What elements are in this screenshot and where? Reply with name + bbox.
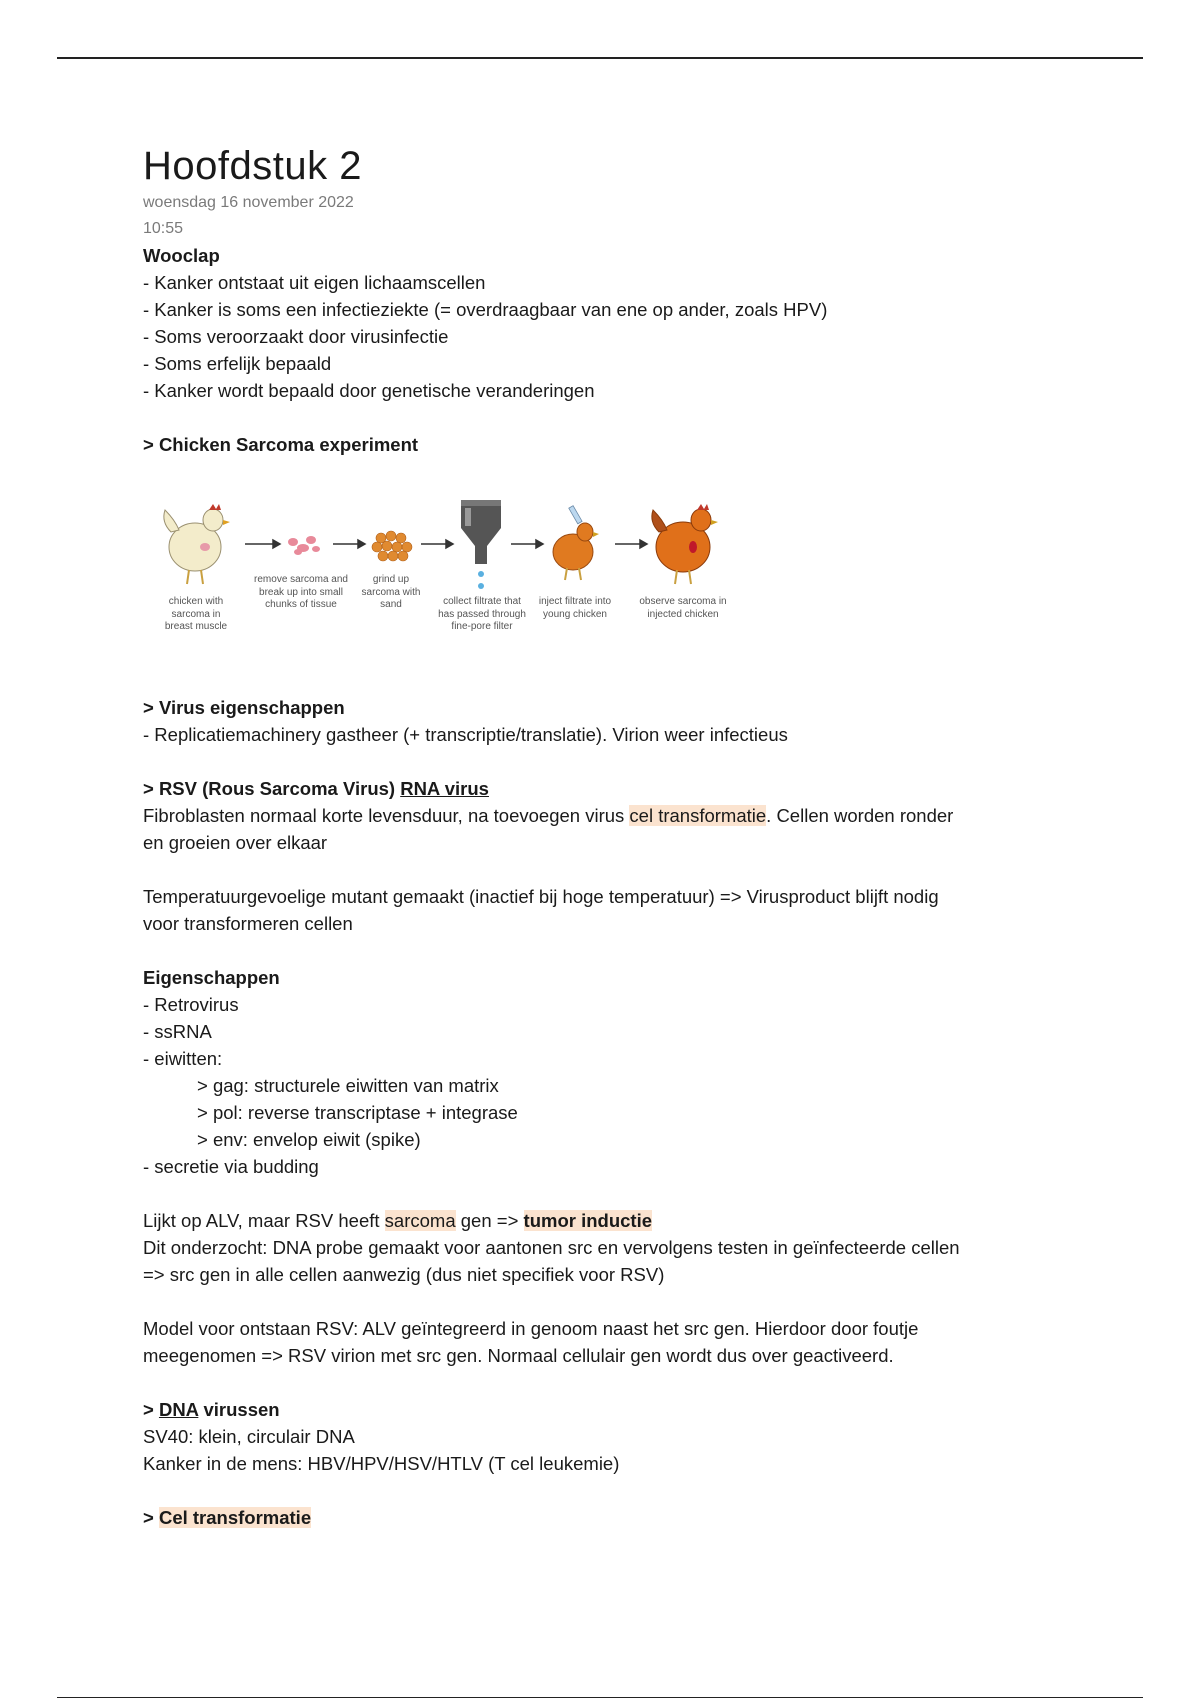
arrow-icon (511, 540, 543, 548)
arrow-icon (245, 540, 280, 548)
highlight-cel-transformatie-heading: Cel transformatie (158, 1507, 312, 1528)
sub-list-item: > gag: structurele eiwitten van matrix (197, 1075, 499, 1096)
note-time: 10:55 (143, 220, 184, 237)
cel-transformatie-heading: > Cel transformatie (143, 1507, 312, 1528)
rsv-paragraph-1-cont: en groeien over elkaar (143, 832, 328, 853)
alv-line-3: => src gen in alle cellen aanwezig (dus niet specifiek voor RSV) (143, 1264, 665, 1285)
step-caption: inject filtrate into young chicken (538, 596, 612, 620)
highlight-sarcoma: sarcoma (384, 1210, 456, 1231)
dna-heading: > DNA virussen (143, 1399, 280, 1420)
bottom-divider (57, 1697, 1143, 1698)
page-title: Hoofdstuk 2 (143, 144, 362, 188)
arrow-icon (333, 540, 365, 548)
list-item: - Retrovirus (143, 994, 239, 1015)
step-caption: collect filtrate that has passed through fine-pore filter (438, 596, 526, 632)
list-item: - secretie via budding (143, 1156, 319, 1177)
ground-sarcoma-icon (372, 531, 412, 561)
step-caption: chicken with sarcoma in breast muscle (164, 596, 228, 632)
arrow-icon (421, 540, 453, 548)
diagram-illustration (153, 492, 753, 602)
note-date: woensdag 16 november 2022 (143, 194, 354, 211)
funnel-filter-icon (461, 500, 501, 589)
step-caption: observe sarcoma in injected chicken (639, 596, 727, 620)
white-chicken-icon (164, 504, 230, 584)
sub-list-item: > env: envelop eiwit (spike) (197, 1129, 421, 1150)
note-page (143, 142, 1063, 1531)
arrow-icon (615, 540, 647, 548)
wooclap-heading: Wooclap (143, 245, 220, 266)
virus-text: - Replicatiemachinery gastheer (+ transcriptie/translatie). Virion weer infectieus (143, 724, 788, 745)
tissue-chunks-icon (288, 536, 320, 555)
sub-list-item: > pol: reverse transcriptase + integrase (197, 1102, 518, 1123)
chicken-sarcoma-heading: > Chicken Sarcoma experiment (143, 434, 419, 455)
rsv-paragraph-2-cont: voor transformeren cellen (143, 913, 353, 934)
list-item: - Soms erfelijk bepaald (143, 353, 332, 374)
step-caption: remove sarcoma and break up into small chunks of tissue (254, 574, 348, 610)
dna-line-1: SV40: klein, circulair DNA (143, 1426, 355, 1447)
list-item: - eiwitten: (143, 1048, 223, 1069)
sarcoma-chicken-icon (652, 504, 718, 584)
list-item: - Kanker is soms een infectieziekte (= overdraagbaar van ene op ander, zoals HPV) (143, 299, 828, 320)
highlight-tumor-inductie: tumor inductie (523, 1210, 653, 1231)
top-divider (57, 57, 1143, 59)
model-line-1: Model voor ontstaan RSV: ALV geïntegreerd in genoom naast het src gen. Hierdoor door foutje (143, 1318, 919, 1339)
list-item: - Kanker wordt bepaald door genetische veranderingen (143, 380, 595, 401)
list-item: - ssRNA (143, 1021, 212, 1042)
properties-heading: Eigenschappen (143, 967, 280, 988)
alv-line-2: Dit onderzocht: DNA probe gemaakt voor aantonen src en vervolgens testen in geïnfecteerde cellen (143, 1237, 960, 1258)
chicken-sarcoma-diagram (153, 492, 753, 672)
rsv-paragraph-1: Fibroblasten normaal korte levensduur, na toevoegen virus cel transformatie. Cellen worden ronder (143, 805, 954, 826)
list-item: - Soms veroorzaakt door virusinfectie (143, 326, 449, 347)
model-line-2: meegenomen => RSV virion met src gen. Normaal cellulair gen wordt dus over geactiveerd. (143, 1345, 894, 1366)
list-item: - Kanker ontstaat uit eigen lichaamscellen (143, 272, 486, 293)
young-chicken-icon (553, 506, 599, 580)
dna-line-2: Kanker in de mens: HBV/HPV/HSV/HTLV (T cel leukemie) (143, 1453, 620, 1474)
highlight-cel-transformatie: cel transformatie (629, 805, 767, 826)
rsv-heading: > RSV (Rous Sarcoma Virus) RNA virus (143, 778, 489, 799)
alv-line-1: Lijkt op ALV, maar RSV heeft sarcoma gen => tumor inductie (143, 1210, 653, 1231)
step-caption: grind up sarcoma with sand (361, 574, 421, 610)
rsv-paragraph-2: Temperatuurgevoelige mutant gemaakt (inactief bij hoge temperatuur) => Virusproduct blijft nodig (143, 886, 939, 907)
virus-heading: > Virus eigenschappen (143, 697, 345, 718)
